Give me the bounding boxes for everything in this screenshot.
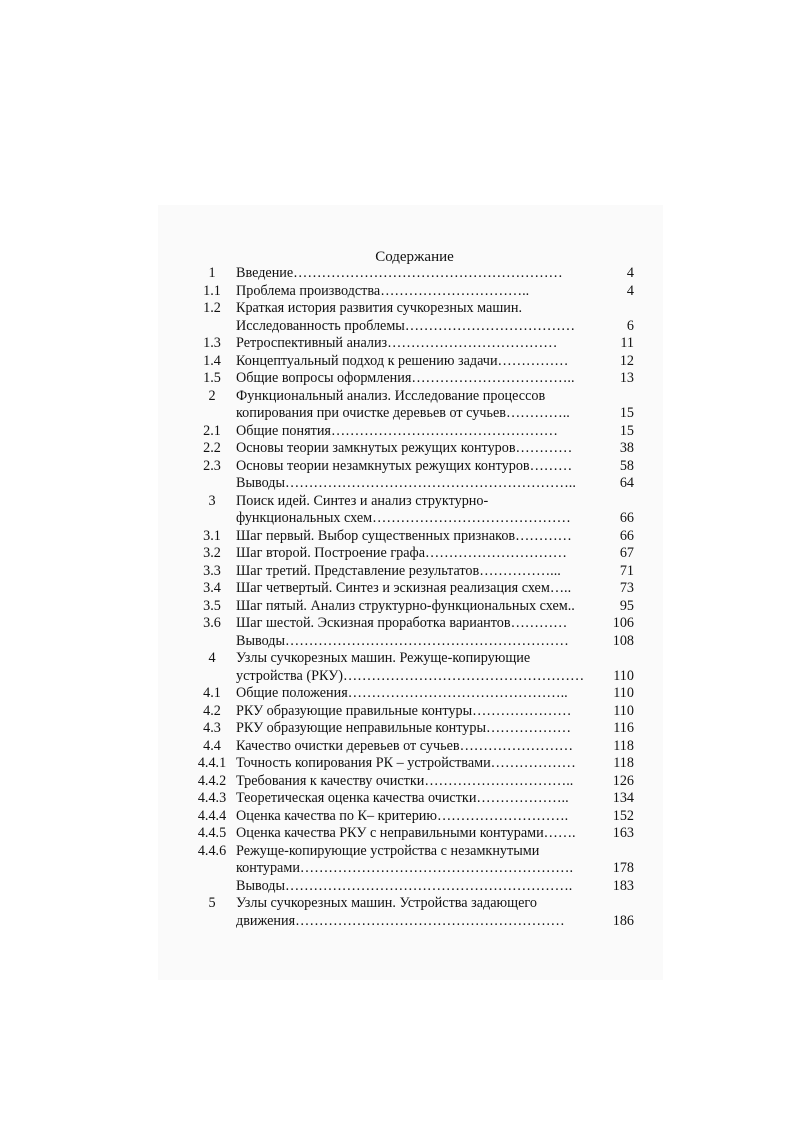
toc-entry (190, 580, 640, 598)
toc-entry (190, 318, 640, 336)
toc-entry-title: Выводы…………………………………………………… (236, 632, 569, 649)
toc-entry-title: Краткая история развития сучкорезных машин. (236, 300, 523, 316)
toc-entry-number: 2.1 (203, 422, 221, 439)
toc-entry-page: 110 (613, 685, 634, 701)
toc-entry-number: 4.4.2 (197, 772, 227, 789)
toc-entry-title: копирования при очистке деревьев от сучьев………….. (236, 405, 570, 421)
toc-entry-title: Шаг первый. Выбор существенных признаков………… (236, 527, 572, 544)
toc-entry-number: 3.2 (203, 545, 221, 561)
toc-entry (190, 598, 640, 616)
toc-entry-title: Оценка качества РКУ с неправильными контурами……. (236, 825, 576, 841)
toc-entry-title: Концептуальный подход к решению задачи…………… (236, 352, 569, 369)
toc-entry-title: Основы теории незамкнутых режущих контуров……… (236, 457, 573, 474)
toc-entry-title: Теоретическая оценка качества очистки……………….. (236, 790, 569, 806)
toc-entry (190, 685, 640, 703)
toc-entry-page: 12 (619, 352, 634, 369)
toc-entry (190, 860, 640, 878)
toc-entry (190, 790, 640, 808)
toc-entry-number: 3.4 (203, 580, 221, 596)
toc-entry-number: 4.4.3 (197, 790, 227, 806)
toc-entry-title: Ретроспективный анализ……………………………… (236, 335, 558, 351)
toc-entry-number: 3.3 (203, 562, 221, 579)
toc-entry-page: 118 (613, 755, 634, 771)
toc-entry-number: 3 (208, 492, 216, 509)
toc-entry-page: 4 (626, 282, 634, 299)
toc-entry-title: Общие вопросы оформления…………………………….. (236, 370, 575, 386)
toc-entry (190, 720, 640, 738)
toc-entry (190, 405, 640, 423)
toc-entry-page: 15 (619, 422, 634, 439)
toc-entry (190, 755, 640, 773)
toc-entry (190, 895, 640, 913)
toc-entry-number: 4.4.6 (197, 842, 227, 859)
toc-entry (190, 615, 640, 633)
toc-entry-title: Общие положения……………………………………….. (236, 685, 568, 701)
toc-entry-title: Проблема производства………………………….. (236, 282, 530, 299)
toc-entry-page: 186 (612, 912, 634, 929)
toc-entry-page: 11 (620, 335, 634, 351)
toc-entry (190, 825, 640, 843)
toc-entry-page: 66 (619, 527, 634, 544)
toc-entry-number: 1.4 (203, 352, 221, 369)
toc-entry-number: 4.4.1 (197, 755, 227, 771)
toc-entry-title: Требования к качеству очистки………………………….. (236, 772, 574, 789)
toc-entry-number: 4.2 (203, 702, 221, 719)
toc-entry (190, 738, 640, 756)
toc-entry-page: 134 (612, 790, 634, 806)
toc-entry-number: 4.4.4 (197, 807, 227, 824)
toc-entry-number: 4.1 (203, 685, 221, 701)
toc-entry-page: 66 (619, 510, 634, 526)
toc-entry-title: Выводы…………………………………………………….. (236, 475, 576, 491)
toc-entry (190, 843, 640, 861)
toc-entry (190, 913, 640, 931)
toc-entry-title: РКУ образующие правильные контуры………………… (236, 702, 572, 719)
toc-entry-page: 71 (619, 562, 634, 579)
toc-entry (190, 283, 640, 301)
toc-entry-page: 38 (619, 440, 634, 456)
toc-entry (190, 773, 640, 791)
toc-entry-number: 2.2 (203, 440, 221, 456)
toc-entry-number: 2.3 (203, 457, 221, 474)
toc-entry-page: 116 (613, 720, 634, 736)
toc-entry-number: 4 (208, 650, 216, 666)
toc-entry-title: Шаг третий. Представление результатов……………... (236, 562, 561, 579)
toc-entry-page: 163 (612, 825, 634, 841)
toc-entry-number: 5 (208, 895, 216, 911)
toc-entry-page: 4 (626, 265, 634, 281)
toc-entry-title: РКУ образующие неправильные контуры……………… (236, 720, 572, 736)
toc-entry-page: 126 (612, 772, 634, 789)
toc-title: Содержание (375, 249, 454, 265)
toc-entry-number: 3.5 (203, 597, 221, 614)
toc-entry-title: Шаг второй. Построение графа………………………… (236, 545, 567, 561)
toc-entry-page: 152 (612, 807, 634, 824)
toc-entry-page: 118 (613, 737, 634, 754)
toc-entry-title: Качество очистки деревьев от сучьев…………………… (236, 737, 574, 754)
toc-entry-number: 4.4.5 (197, 825, 227, 841)
toc-entry-page: 64 (619, 475, 634, 491)
toc-entry-page: 15 (619, 405, 634, 421)
toc-entry (190, 650, 640, 668)
toc-entry-number: 1 (208, 265, 216, 281)
toc-entry-title: Общие понятия………………………………………… (236, 422, 558, 439)
toc-entry-number: 1.5 (203, 370, 221, 386)
toc-entry-number: 4.4 (203, 737, 221, 754)
toc-entry-page: 178 (612, 860, 634, 876)
toc-entry-page: 108 (612, 632, 634, 649)
toc-entry-number: 3.6 (203, 615, 221, 631)
toc-entry-title: Узлы сучкорезных машин. Устройства задающего (236, 895, 537, 911)
toc-entry-number: 4.3 (203, 720, 221, 736)
toc-entry-number: 3.1 (203, 527, 221, 544)
toc-entry (190, 878, 640, 896)
toc-entry-title: Оценка качества по К– критерию………………………. (236, 807, 569, 824)
toc-entry-title: Выводы……………………………………………………. (236, 877, 573, 894)
toc-entry-title: Шаг шестой. Эскизная проработка вариантов………… (236, 615, 568, 631)
toc-entry (190, 265, 640, 283)
toc-entry-title: Поиск идей. Синтез и анализ структурно- (236, 492, 489, 509)
toc-entry-page: 183 (612, 877, 634, 894)
toc-entry (190, 423, 640, 441)
toc-entry-page: 13 (619, 370, 634, 386)
toc-entry (190, 545, 640, 563)
toc-entry-title: Режуще-копирующие устройства с незамкнутыми (236, 842, 540, 859)
toc-entry (190, 703, 640, 721)
toc-entry (190, 563, 640, 581)
toc-entry-title: Введение………………………………………………… (236, 265, 563, 281)
toc-entry-title: Исследованность проблемы……………………………… (236, 317, 576, 334)
toc-entry (190, 668, 640, 686)
toc-entry-page: 6 (626, 317, 634, 334)
toc-entry-title: Шаг пятый. Анализ структурно-функциональных схем.. (236, 597, 575, 614)
toc-entry (190, 458, 640, 476)
toc-entry-page: 110 (613, 667, 634, 684)
toc-entry-title: Точность копирования РК – устройствами……………… (236, 755, 576, 771)
toc-entry-title: контурами…………………………………………………. (236, 860, 574, 876)
toc-entry (190, 510, 640, 528)
toc-entry (190, 353, 640, 371)
toc-entry-title: Узлы сучкорезных машин. Режуще-копирующие (236, 650, 531, 666)
toc-entry-number: 1.2 (203, 300, 221, 316)
table-of-contents (190, 265, 640, 930)
toc-entry-title: устройства (РКУ)…………………………………………… (236, 667, 585, 684)
toc-entry-page: 95 (619, 597, 634, 614)
toc-entry (190, 300, 640, 318)
toc-entry-page: 110 (613, 702, 634, 719)
toc-entry (190, 808, 640, 826)
toc-entry-number: 2 (208, 387, 216, 404)
toc-entry-title: движения………………………………………………… (236, 912, 565, 929)
toc-entry-number: 1.3 (203, 335, 221, 351)
toc-entry (190, 370, 640, 388)
toc-entry-page: 73 (619, 580, 634, 596)
toc-entry (190, 475, 640, 493)
toc-entry (190, 528, 640, 546)
toc-entry-number: 1.1 (203, 282, 221, 299)
toc-entry (190, 388, 640, 406)
toc-entry (190, 633, 640, 651)
toc-entry-page: 106 (612, 615, 634, 631)
toc-entry (190, 335, 640, 353)
toc-entry (190, 440, 640, 458)
toc-entry-title: Функциональный анализ. Исследование процессов (236, 387, 546, 404)
toc-entry-title: Основы теории замкнутых режущих контуров………… (236, 440, 573, 456)
toc-entry-title: функциональных схем…………………………………… (236, 510, 571, 526)
toc-entry-page: 67 (619, 545, 634, 561)
toc-entry-title: Шаг четвертый. Синтез и эскизная реализация схем….. (236, 580, 572, 596)
toc-entry-page: 58 (619, 457, 634, 474)
toc-entry (190, 493, 640, 511)
